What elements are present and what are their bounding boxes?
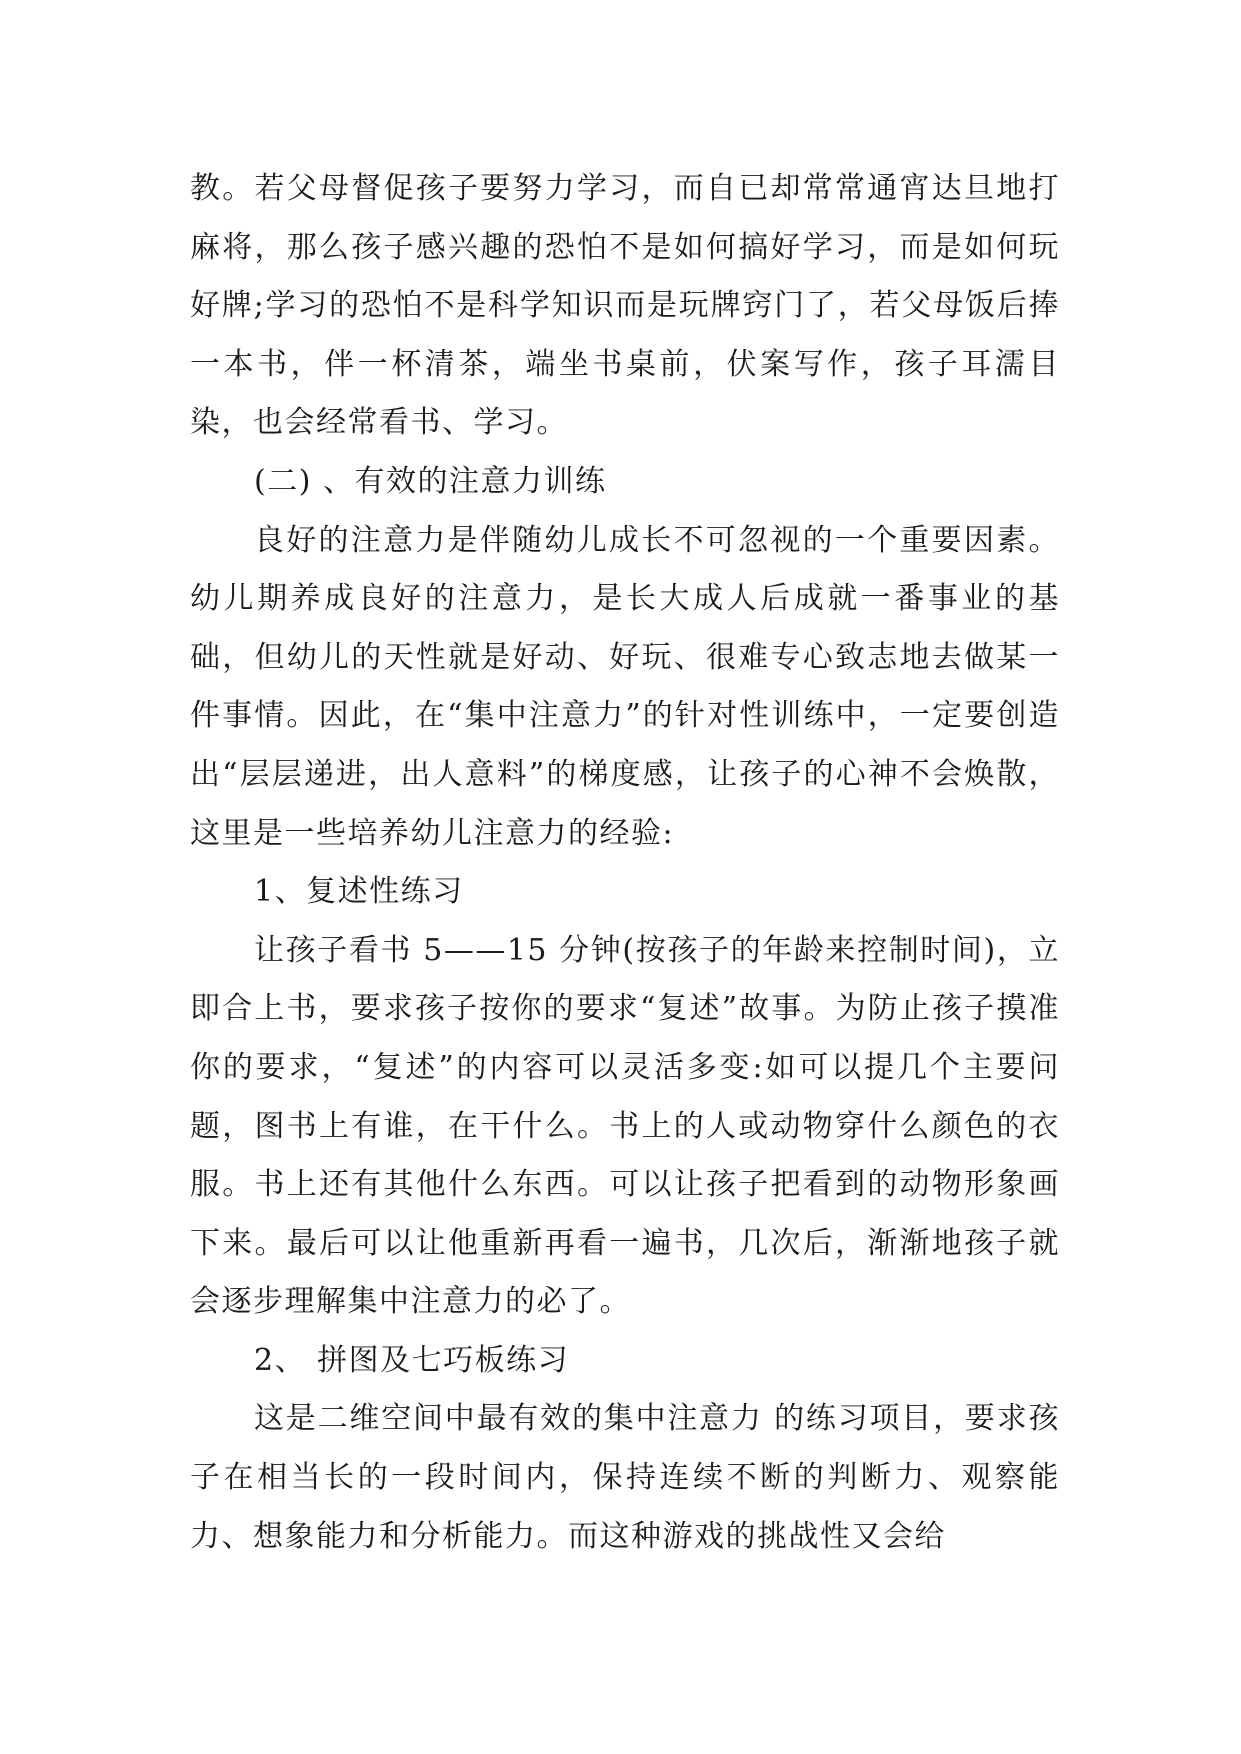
document-body [190, 160, 1060, 1566]
subheading-puzzle-tangram-practice: 2、 拼图及七巧板练习 [254, 1342, 570, 1378]
subheading-retelling-practice: 1、复述性练习 [254, 874, 464, 910]
paragraph-puzzle-tangram-practice: 这是二维空间中最有效的集中注意力 的练习项目，要求孩子在相当长的一段时间内，保持连续不断的判断力、观察能力、想象能力和分析能力。而这种游戏的挑战性又会给 [190, 1401, 1060, 1554]
paragraph-continuation: 教。若父母督促孩子要努力学习，而自已却常常通宵达旦地打麻将，那么孩子感兴趣的恐怕不是如何搞好学习，而是如何玩好牌;学习的恐怕不是科学知识而是玩牌窍门了，若父母饭后捧一本书，伴一杯清茶，端坐书桌前，伏案写作，孩子耳濡目染，也会经常看书、学习。 [190, 171, 1060, 441]
paragraph-retelling-practice: 让孩子看书 5——15 分钟(按孩子的年龄来控制时间)，立即合上书，要求孩子按你的要求“复述”故事。为防止孩子摸准你的要求，“复述”的内容可以灵活多变:如可以提几个主要问题，图书上有谁，在干什么。书上的人或动物穿什么颜色的衣服。书上还有其他什么东西。可以让孩子把看到的动物形象画下来。最后可以让他重新再看一遍书，几次后，渐渐地孩子就会逐步理解集中注意力的必了。 [190, 932, 1060, 1320]
paragraph-attention-intro: 良好的注意力是伴随幼儿成长不可忽视的一个重要因素。幼儿期养成良好的注意力，是长大成人后成就一番事业的基础，但幼儿的天性就是好动、好玩、很难专心致志地去做某一件事情。因此，在“集中注意力”的针对性训练中，一定要创造出“层层递进，出人意料”的梯度感，让孩子的心神不会焕散，这里是一些培养幼儿注意力的经验: [190, 522, 1060, 851]
section-heading-attention-training: (二) 、有效的注意力训练 [254, 463, 607, 499]
